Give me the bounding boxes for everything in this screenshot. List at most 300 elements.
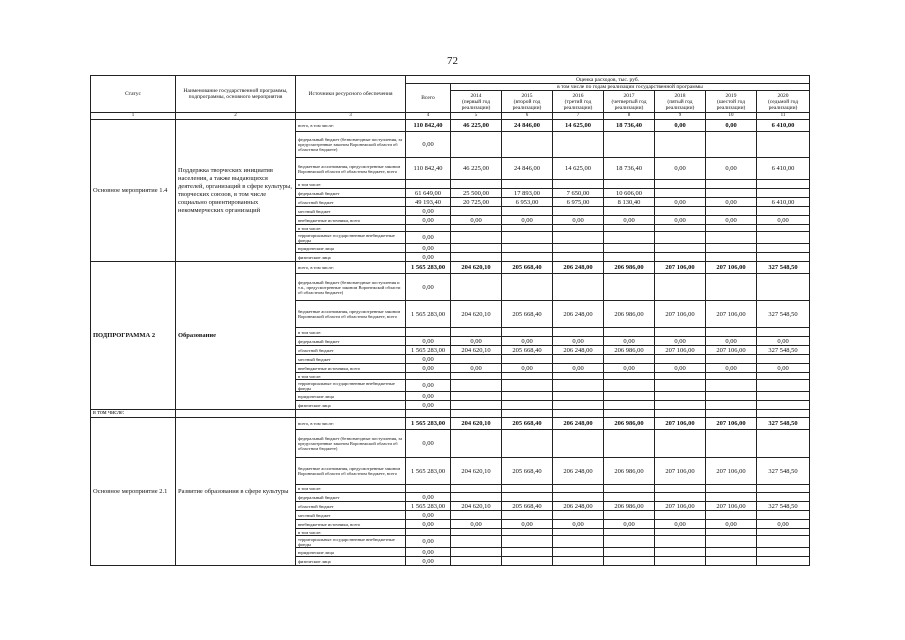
value-cell [553, 232, 604, 244]
value-cell: 0,00 [757, 364, 810, 373]
value-cell: 206 248,00 [553, 502, 604, 511]
value-cell: 206 986,00 [604, 418, 655, 430]
value-cell: 0,00 [406, 430, 451, 458]
value-cell: 206 248,00 [553, 458, 604, 485]
column-number: 5 [451, 113, 502, 120]
value-cell [502, 244, 553, 253]
page-number: 72 [447, 55, 458, 67]
name-cell: Образование [176, 262, 296, 410]
header-year-2019 [706, 91, 757, 113]
value-cell [406, 180, 451, 189]
value-cell [553, 511, 604, 520]
value-cell [655, 253, 706, 262]
source-cell: в том числе: [296, 485, 406, 493]
value-cell [553, 380, 604, 392]
value-cell: 0,00 [502, 337, 553, 346]
value-cell [757, 392, 810, 401]
status-cell: Основное мероприятие 2.1 [91, 418, 176, 566]
column-number: 2 [176, 113, 296, 120]
value-cell: 206 986,00 [604, 346, 655, 355]
value-cell: 0,00 [406, 493, 451, 502]
value-cell [451, 180, 502, 189]
value-cell [502, 225, 553, 232]
value-cell: 207 106,00 [706, 418, 757, 430]
value-cell: 49 193,40 [406, 198, 451, 207]
source-cell: федеральный бюджет (безвозмездные поступления, за предусмотренные законом Воронежской области об областном бюджете) [296, 430, 406, 458]
empty-cell [655, 410, 706, 418]
value-cell [553, 485, 604, 493]
value-cell: 206 248,00 [553, 301, 604, 328]
value-cell [757, 401, 810, 410]
value-cell [502, 485, 553, 493]
value-cell [757, 244, 810, 253]
header-year-2014 [451, 91, 502, 113]
value-cell: 6 410,00 [757, 198, 810, 207]
value-cell: 0,00 [406, 253, 451, 262]
value-cell [655, 232, 706, 244]
value-cell [655, 132, 706, 158]
source-cell: территориальные государственные внебюджетные фонды [296, 232, 406, 244]
value-cell: 0,00 [406, 392, 451, 401]
value-cell [706, 392, 757, 401]
value-cell: 0,00 [655, 198, 706, 207]
value-cell: 17 893,00 [502, 189, 553, 198]
table-row [91, 262, 810, 274]
value-cell [604, 392, 655, 401]
value-cell: 205 668,40 [502, 418, 553, 430]
value-cell: 207 106,00 [706, 458, 757, 485]
header-year-note: (четвертый год реализации) [611, 98, 647, 111]
value-cell [451, 557, 502, 566]
value-cell [502, 380, 553, 392]
value-cell [706, 529, 757, 536]
value-cell [757, 493, 810, 502]
column-number: 3 [296, 113, 406, 120]
value-cell: 0,00 [451, 337, 502, 346]
value-cell [655, 430, 706, 458]
value-cell [406, 328, 451, 337]
value-cell: 0,00 [502, 364, 553, 373]
value-cell [655, 485, 706, 493]
value-cell [757, 225, 810, 232]
value-cell [502, 253, 553, 262]
source-cell: местный бюджет [296, 511, 406, 520]
value-cell: 0,00 [706, 216, 757, 225]
value-cell: 327 548,50 [757, 458, 810, 485]
value-cell: 204 620,10 [451, 458, 502, 485]
source-cell: бюджетные ассигнования, предусмотренные законом Воронежской области об областном бюджете, всего [296, 158, 406, 180]
value-cell [553, 392, 604, 401]
header-year-label: 2015 [521, 92, 533, 99]
value-cell [451, 232, 502, 244]
value-cell [757, 207, 810, 216]
value-cell [451, 380, 502, 392]
value-cell: 1 565 283,00 [406, 418, 451, 430]
value-cell: 207 106,00 [655, 502, 706, 511]
value-cell: 18 736,40 [604, 120, 655, 132]
value-cell: 0,00 [451, 520, 502, 529]
value-cell [706, 536, 757, 548]
value-cell: 327 548,50 [757, 346, 810, 355]
value-cell [757, 232, 810, 244]
value-cell [706, 274, 757, 301]
value-cell: 0,00 [553, 337, 604, 346]
value-cell: 206 986,00 [604, 301, 655, 328]
value-cell: 0,00 [655, 364, 706, 373]
value-cell [757, 355, 810, 364]
value-cell: 206 986,00 [604, 458, 655, 485]
value-cell [655, 557, 706, 566]
empty-cell [553, 410, 604, 418]
value-cell [706, 548, 757, 557]
source-cell: местный бюджет [296, 355, 406, 364]
source-cell: в том числе: [296, 328, 406, 337]
header-year-label: 2016 [572, 92, 584, 99]
value-cell [451, 373, 502, 380]
value-cell [604, 274, 655, 301]
source-cell: местный бюджет [296, 207, 406, 216]
value-cell [604, 207, 655, 216]
header-year-label: 2017 [623, 92, 635, 99]
value-cell: 24 846,00 [502, 120, 553, 132]
header-year-note: (пятый год реализации) [665, 98, 695, 111]
value-cell: 207 106,00 [655, 262, 706, 274]
value-cell: 0,00 [604, 364, 655, 373]
source-cell: внебюджетные источники, всего [296, 364, 406, 373]
value-cell [406, 485, 451, 493]
source-cell: всего, в том числе: [296, 120, 406, 132]
value-cell [757, 328, 810, 337]
source-cell: внебюджетные источники, всего [296, 520, 406, 529]
value-cell [706, 189, 757, 198]
value-cell [604, 557, 655, 566]
value-cell [553, 557, 604, 566]
budget-table [90, 75, 810, 566]
value-cell [757, 536, 810, 548]
column-number: 4 [406, 113, 451, 120]
value-cell: 1 565 283,00 [406, 301, 451, 328]
source-cell: территориальные государственные внебюджетные фонды [296, 380, 406, 392]
value-cell: 0,00 [406, 536, 451, 548]
value-cell [706, 380, 757, 392]
value-cell: 14 625,00 [553, 120, 604, 132]
header-total: Всего [406, 84, 451, 113]
value-cell: 24 846,00 [502, 158, 553, 180]
value-cell: 206 986,00 [604, 502, 655, 511]
value-cell [553, 548, 604, 557]
value-cell [502, 373, 553, 380]
value-cell: 0,00 [406, 207, 451, 216]
value-cell [451, 355, 502, 364]
value-cell: 0,00 [604, 520, 655, 529]
source-cell: в том числе: [296, 373, 406, 380]
header-source: Источники ресурсного обеспечения [296, 76, 406, 113]
value-cell [706, 180, 757, 189]
value-cell: 0,00 [553, 520, 604, 529]
value-cell [757, 485, 810, 493]
value-cell: 327 548,50 [757, 418, 810, 430]
value-cell: 207 106,00 [655, 458, 706, 485]
value-cell [451, 548, 502, 557]
value-cell [502, 180, 553, 189]
value-cell: 0,00 [406, 337, 451, 346]
value-cell: 1 565 283,00 [406, 346, 451, 355]
value-cell: 0,00 [655, 120, 706, 132]
value-cell: 206 986,00 [604, 262, 655, 274]
value-cell: 110 842,40 [406, 158, 451, 180]
source-cell: федеральный бюджет (безвозмездные поступления и т.п., предусмотренные законом Воронежской области об областном бюджете) [296, 274, 406, 301]
value-cell [451, 207, 502, 216]
status-cell: ПОДПРОГРАММА 2 [91, 262, 176, 410]
value-cell [706, 493, 757, 502]
value-cell [502, 511, 553, 520]
in-that-number-label: в том числе: [91, 410, 176, 418]
value-cell: 206 248,00 [553, 262, 604, 274]
value-cell [451, 132, 502, 158]
value-cell [655, 392, 706, 401]
value-cell: 0,00 [406, 274, 451, 301]
source-cell: всего, в том числе: [296, 262, 406, 274]
header-year-label: 2019 [725, 92, 737, 99]
value-cell [655, 189, 706, 198]
source-cell: юридические лица [296, 548, 406, 557]
value-cell [451, 392, 502, 401]
value-cell: 206 248,00 [553, 346, 604, 355]
value-cell: 205 668,40 [502, 458, 553, 485]
value-cell: 6 410,00 [757, 120, 810, 132]
column-number: 1 [91, 113, 176, 120]
value-cell [502, 548, 553, 557]
value-cell [451, 493, 502, 502]
value-cell [655, 536, 706, 548]
header-year-label: 2014 [470, 92, 482, 99]
value-cell [553, 274, 604, 301]
header-name: Наименование государственной программы, подпрограммы, основного мероприятия [176, 76, 296, 113]
value-cell: 0,00 [553, 216, 604, 225]
value-cell: 0,00 [604, 337, 655, 346]
value-cell [451, 401, 502, 410]
value-cell [655, 244, 706, 253]
value-cell: 0,00 [757, 216, 810, 225]
value-cell [655, 548, 706, 557]
value-cell [553, 536, 604, 548]
value-cell [553, 180, 604, 189]
value-cell: 0,00 [655, 337, 706, 346]
value-cell: 0,00 [406, 548, 451, 557]
empty-cell [451, 410, 502, 418]
value-cell [502, 232, 553, 244]
value-cell: 0,00 [706, 364, 757, 373]
source-cell: федеральный бюджет [296, 493, 406, 502]
value-cell: 206 248,00 [553, 418, 604, 430]
value-cell: 205 668,40 [502, 346, 553, 355]
value-cell [757, 180, 810, 189]
value-cell [502, 355, 553, 364]
value-cell [553, 355, 604, 364]
source-cell: физические лица [296, 253, 406, 262]
source-cell: бюджетные ассигнования, предусмотренные законом Воронежской области об областном бюджете, всего [296, 458, 406, 485]
value-cell [706, 232, 757, 244]
value-cell [502, 401, 553, 410]
value-cell: 0,00 [406, 216, 451, 225]
value-cell [757, 380, 810, 392]
value-cell [553, 244, 604, 253]
value-cell: 6 975,00 [553, 198, 604, 207]
value-cell [451, 274, 502, 301]
value-cell [604, 380, 655, 392]
value-cell [406, 373, 451, 380]
value-cell [502, 274, 553, 301]
value-cell [706, 253, 757, 262]
value-cell [706, 207, 757, 216]
value-cell: 0,00 [706, 120, 757, 132]
value-cell [604, 225, 655, 232]
source-cell: всего, в том числе: [296, 418, 406, 430]
value-cell [655, 328, 706, 337]
value-cell [655, 511, 706, 520]
value-cell: 0,00 [406, 520, 451, 529]
empty-cell [502, 410, 553, 418]
empty-cell [296, 410, 406, 418]
value-cell [451, 225, 502, 232]
header-year-label: 2020 [777, 92, 789, 99]
header-year-note: (шестой год реализации) [716, 98, 746, 111]
value-cell: 207 106,00 [706, 301, 757, 328]
header-year-2018 [655, 91, 706, 113]
value-cell [553, 132, 604, 158]
value-cell: 18 736,40 [604, 158, 655, 180]
value-cell [706, 225, 757, 232]
value-cell [553, 373, 604, 380]
value-cell: 205 668,40 [502, 502, 553, 511]
column-number: 11 [757, 113, 810, 120]
value-cell [655, 355, 706, 364]
source-cell: внебюджетные источники, всего [296, 216, 406, 225]
value-cell: 0,00 [757, 520, 810, 529]
value-cell [553, 430, 604, 458]
header-by-years: в том числе по годам реализации государственной программы [451, 84, 810, 91]
source-cell: юридические лица [296, 244, 406, 253]
value-cell: 327 548,50 [757, 301, 810, 328]
value-cell [706, 132, 757, 158]
value-cell [604, 536, 655, 548]
column-number: 9 [655, 113, 706, 120]
value-cell [553, 529, 604, 536]
table-header [91, 76, 810, 120]
value-cell [655, 493, 706, 502]
value-cell: 204 620,10 [451, 262, 502, 274]
value-cell [451, 430, 502, 458]
value-cell [655, 529, 706, 536]
value-cell: 0,00 [655, 158, 706, 180]
value-cell [604, 401, 655, 410]
value-cell [451, 244, 502, 253]
value-cell [604, 132, 655, 158]
value-cell [451, 529, 502, 536]
empty-cell [176, 410, 296, 418]
header-year-note: (второй год реализации) [512, 98, 542, 111]
value-cell: 207 106,00 [706, 262, 757, 274]
header-year-2020 [757, 91, 810, 113]
value-cell: 204 620,10 [451, 301, 502, 328]
value-cell [553, 328, 604, 337]
value-cell: 46 225,00 [451, 120, 502, 132]
value-cell: 0,00 [604, 216, 655, 225]
value-cell: 0,00 [502, 520, 553, 529]
value-cell [655, 225, 706, 232]
value-cell: 46 225,00 [451, 158, 502, 180]
table-row [91, 418, 810, 430]
value-cell: 205 668,40 [502, 301, 553, 328]
value-cell [757, 253, 810, 262]
value-cell: 1 565 283,00 [406, 502, 451, 511]
value-cell: 14 625,00 [553, 158, 604, 180]
value-cell: 7 650,00 [553, 189, 604, 198]
value-cell: 6 953,00 [502, 198, 553, 207]
value-cell [502, 493, 553, 502]
value-cell: 207 106,00 [706, 346, 757, 355]
value-cell: 0,00 [706, 520, 757, 529]
value-cell [502, 207, 553, 216]
value-cell: 10 606,00 [604, 189, 655, 198]
source-cell: областной бюджет [296, 502, 406, 511]
value-cell [604, 485, 655, 493]
name-cell: Поддержка творческих инициатив населения, а также выдающихся деятелей, организаций в сфере культуры, творческих союзов, в том числе социально ориентированных некоммерческих организаций [176, 120, 296, 262]
value-cell [502, 536, 553, 548]
empty-cell [604, 410, 655, 418]
source-cell: бюджетные ассигнования, предусмотренные законом Воронежской области об областном бюджете, всего [296, 301, 406, 328]
value-cell: 0,00 [502, 216, 553, 225]
value-cell [451, 485, 502, 493]
table-row-in-that-number [91, 410, 810, 418]
value-cell: 8 130,40 [604, 198, 655, 207]
value-cell [451, 511, 502, 520]
empty-cell [757, 410, 810, 418]
value-cell [655, 373, 706, 380]
source-cell: областной бюджет [296, 198, 406, 207]
value-cell [553, 253, 604, 262]
value-cell [757, 529, 810, 536]
source-cell: физические лица [296, 401, 406, 410]
value-cell: 204 620,10 [451, 502, 502, 511]
value-cell [706, 511, 757, 520]
value-cell: 207 106,00 [655, 418, 706, 430]
value-cell: 25 500,00 [451, 189, 502, 198]
column-number: 7 [553, 113, 604, 120]
value-cell [706, 430, 757, 458]
value-cell: 110 842,40 [406, 120, 451, 132]
value-cell: 0,00 [406, 380, 451, 392]
value-cell [604, 253, 655, 262]
value-cell [757, 373, 810, 380]
value-cell [655, 207, 706, 216]
value-cell: 0,00 [406, 364, 451, 373]
source-cell: областной бюджет [296, 346, 406, 355]
source-cell: в том числе: [296, 529, 406, 536]
header-year-note: (седьмой год реализации) [767, 98, 799, 111]
value-cell [706, 401, 757, 410]
value-cell: 204 620,10 [451, 346, 502, 355]
value-cell: 327 548,50 [757, 262, 810, 274]
value-cell [757, 189, 810, 198]
value-cell [706, 485, 757, 493]
value-cell [757, 132, 810, 158]
value-cell: 0,00 [706, 337, 757, 346]
source-cell: федеральный бюджет [296, 337, 406, 346]
value-cell [757, 548, 810, 557]
header-year-label: 2018 [674, 92, 686, 99]
value-cell [406, 225, 451, 232]
